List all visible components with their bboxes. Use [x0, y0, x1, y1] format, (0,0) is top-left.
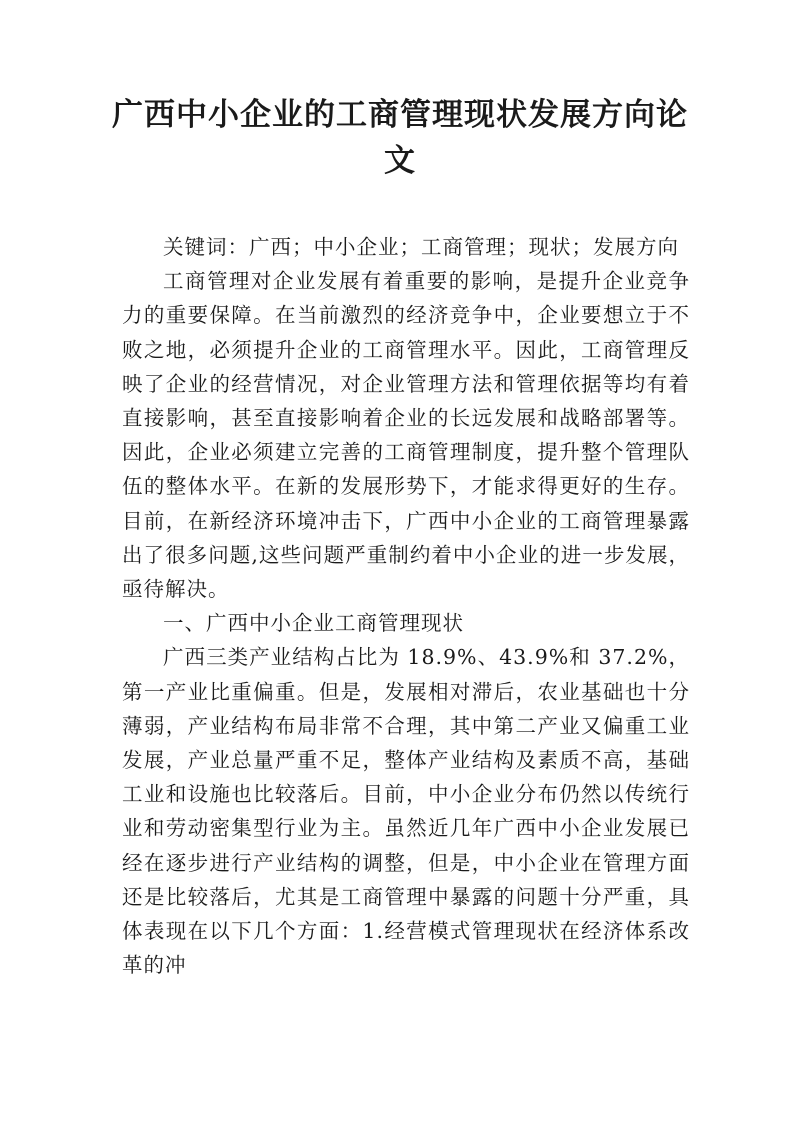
document-body [122, 230, 690, 982]
body-paragraph: 工商管理对企业发展有着重要的影响，是提升企业竞争力的重要保障。在当前激烈的经济竞争中，企业要想立于不败之地，必须提升企业的工商管理水平。因此，工商管理反映了企业的经营情况，对企业管理方法和管理依据等均有着直接影响，甚至直接影响着企业的长远发展和战略部署等。因此，企业必须建立完善的工商管理制度，提升整个管理队伍的整体水平。在新的发展形势下，才能求得更好的生存。目前，在新经济环境冲击下，广西中小企业的工商管理暴露出了很多问题,这些问题严重制约着中小企业的进一步发展，亟待解决。 [122, 269, 690, 602]
section-heading: 一、广西中小企业工商管理现状 [163, 611, 464, 636]
document-title: 广西中小企业的工商管理现状发展方向论文 [112, 97, 688, 179]
body-paragraph: 广西三类产业结构占比为 18.9%、43.9%和 37.2%，第一产业比重偏重。但是，发展相对滞后，农业基础也十分薄弱，产业结构布局非常不合理，其中第二产业又偏重工业发展，产业总量严重不足，整体产业结构及素质不高，基础工业和设施也比较落后。目前，中小企业分布仍然以传统行业和劳动密集型行业为主。虽然近几年广西中小企业发展已经在逐步进行产业结构的调整，但是，中小企业在管理方面还是比较落后，尤其是工商管理中暴露的问题十分严重，具体表现在以下几个方面：1.经营模式管理现状在经济体系改革的冲 [122, 645, 690, 978]
keywords-line: 关键词：广西；中小企业；工商管理；现状；发展方向 [163, 235, 679, 259]
